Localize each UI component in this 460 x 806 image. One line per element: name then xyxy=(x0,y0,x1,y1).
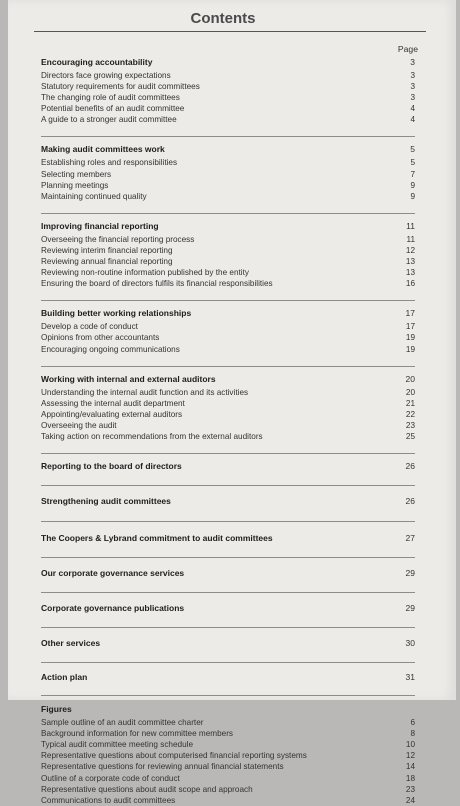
entry-page-number: 19 xyxy=(405,344,415,354)
entry-page-number: 17 xyxy=(405,322,415,332)
section-heading-row[interactable] xyxy=(41,56,415,68)
document-page xyxy=(8,0,456,805)
entry-page-number: 9 xyxy=(410,191,415,201)
entry-page-number: 12 xyxy=(405,751,415,761)
section-page-number: 29 xyxy=(405,603,415,614)
entry-label: Overseeing the audit xyxy=(41,420,117,430)
entry-label: Representative questions for reviewing annual financial statements xyxy=(41,762,284,772)
toc-section xyxy=(41,307,415,354)
section-heading-row[interactable] xyxy=(41,602,415,614)
toc-entry[interactable] xyxy=(41,103,415,114)
section-heading-row[interactable] xyxy=(41,532,415,544)
entry-label: Background information for new committee members xyxy=(41,729,234,739)
section-spacer xyxy=(41,546,415,557)
toc-section xyxy=(41,495,415,507)
entry-label: Communications to audit committees xyxy=(41,795,176,805)
toc-entry[interactable] xyxy=(41,431,415,442)
entry-label: Selecting members xyxy=(41,169,112,179)
section-heading: The Coopers & Lybrand commitment to audit committees xyxy=(41,533,273,544)
section-page-number: 20 xyxy=(405,373,415,384)
entry-label: Sample outline of an audit committee charter xyxy=(41,718,204,728)
entry-label: Representative questions about computerised financial reporting systems xyxy=(41,751,307,761)
section-spacer xyxy=(41,442,415,453)
toc-entry[interactable] xyxy=(41,114,415,125)
toc-entry[interactable] xyxy=(41,773,415,784)
toc-entry[interactable] xyxy=(41,332,415,343)
section-spacer xyxy=(41,685,415,695)
toc-section xyxy=(41,602,415,614)
section-heading: Our corporate governance services xyxy=(41,568,185,579)
entry-page-number: 12 xyxy=(405,245,415,255)
toc-section xyxy=(41,532,415,544)
toc-entry[interactable] xyxy=(41,387,415,398)
entry-label: Appointing/evaluating external auditors xyxy=(41,409,183,419)
section-heading-row[interactable] xyxy=(41,373,415,385)
section-heading-row[interactable] xyxy=(41,567,415,579)
section-spacer xyxy=(41,663,415,671)
toc-section xyxy=(41,460,415,472)
toc-entry[interactable] xyxy=(41,245,415,256)
section-page-number: 27 xyxy=(405,533,415,544)
title-rule xyxy=(34,31,426,32)
entry-label: Assessing the internal audit department xyxy=(41,398,185,408)
toc-entry[interactable] xyxy=(41,750,415,761)
toc-entry[interactable] xyxy=(41,795,415,806)
entry-page-number: 13 xyxy=(405,257,415,267)
toc-entry[interactable] xyxy=(41,398,415,409)
entry-page-number: 16 xyxy=(405,279,415,289)
toc-entry[interactable] xyxy=(41,409,415,420)
toc-section xyxy=(41,671,415,683)
section-heading: Working with internal and external auditors xyxy=(41,373,216,384)
toc-entry[interactable] xyxy=(41,761,415,772)
entry-label: Directors face growing expectations xyxy=(41,71,171,80)
entry-label: Statutory requirements for audit committees xyxy=(41,82,200,92)
entry-label: Understanding the internal audit function and its activities xyxy=(41,387,249,397)
entry-label: Planning meetings xyxy=(41,180,109,190)
entry-label: A guide to a stronger audit committee xyxy=(41,115,177,125)
section-spacer xyxy=(41,355,415,366)
entry-page-number: 4 xyxy=(410,104,415,114)
section-heading: Making audit committees work xyxy=(41,144,165,155)
section-heading: Corporate governance publications xyxy=(41,603,185,614)
entry-page-number: 13 xyxy=(405,268,415,278)
toc-entry[interactable] xyxy=(41,234,415,245)
entry-page-number: 14 xyxy=(405,762,415,772)
toc-entry[interactable] xyxy=(41,739,415,750)
entry-page-number: 19 xyxy=(405,333,415,343)
section-heading-row[interactable] xyxy=(41,703,415,715)
toc-section xyxy=(41,373,415,442)
entry-label: Typical audit committee meeting schedule xyxy=(41,740,193,750)
page-title: Contents xyxy=(190,10,256,27)
section-heading-row[interactable] xyxy=(41,460,415,472)
toc-entry[interactable] xyxy=(41,267,415,278)
entry-label: Reviewing annual financial reporting xyxy=(41,257,173,267)
toc-entry[interactable] xyxy=(41,191,415,202)
section-heading-row[interactable] xyxy=(41,143,415,155)
toc-section xyxy=(41,56,415,125)
section-spacer xyxy=(41,125,415,136)
entry-label: Maintaining continued quality xyxy=(41,191,147,201)
section-spacer xyxy=(41,522,415,532)
entry-page-number: 7 xyxy=(410,169,415,179)
toc-section xyxy=(41,220,415,289)
entry-page-number: 4 xyxy=(410,115,415,125)
toc-entry[interactable] xyxy=(41,256,415,267)
toc-section xyxy=(41,637,415,649)
toc-entry[interactable] xyxy=(41,784,415,795)
toc-entry[interactable] xyxy=(41,728,415,739)
entry-label: Overseeing the financial reporting process xyxy=(41,234,195,244)
section-heading-row[interactable] xyxy=(41,671,415,683)
toc-entry[interactable] xyxy=(41,92,415,103)
entry-label: Ensuring the board of directors fulfils its financial responsibilities xyxy=(41,279,273,289)
section-page-number: 11 xyxy=(406,220,415,231)
toc-entry[interactable] xyxy=(41,321,415,332)
toc-section xyxy=(41,143,415,201)
section-heading: Action plan xyxy=(41,672,88,683)
toc-entry[interactable] xyxy=(41,157,415,168)
toc-entry[interactable] xyxy=(41,717,415,728)
entry-page-number: 22 xyxy=(405,409,415,419)
entry-label: Opinions from other accountants xyxy=(41,333,160,343)
toc-entry[interactable] xyxy=(41,169,415,180)
section-heading: Figures xyxy=(41,704,72,715)
entry-page-number: 21 xyxy=(405,398,415,408)
toc-entry[interactable] xyxy=(41,70,415,81)
section-spacer xyxy=(41,509,415,521)
entry-page-number: 25 xyxy=(405,431,415,441)
entry-label: Reviewing interim financial reporting xyxy=(41,245,173,255)
entry-label: Representative questions about audit scope and approach xyxy=(41,784,253,794)
page-column-header: Page xyxy=(397,44,418,54)
section-page-number: 17 xyxy=(405,308,415,319)
section-page-number: 26 xyxy=(405,461,415,472)
section-page-number: 30 xyxy=(405,638,415,649)
toc-entry[interactable] xyxy=(41,278,415,289)
section-spacer xyxy=(41,616,415,627)
toc-entry[interactable] xyxy=(41,180,415,191)
section-heading: Reporting to the board of directors xyxy=(41,461,182,472)
section-heading: Other services xyxy=(41,638,101,649)
entry-label: Develop a code of conduct xyxy=(41,322,138,332)
entry-page-number: 20 xyxy=(405,387,415,397)
toc-section xyxy=(41,703,415,806)
section-heading-row[interactable] xyxy=(41,220,415,232)
entry-page-number: 24 xyxy=(405,795,415,805)
section-spacer xyxy=(41,651,415,662)
section-spacer xyxy=(41,202,415,213)
section-page-number: 3 xyxy=(410,57,415,67)
entry-label: Potential benefits of an audit committee xyxy=(41,104,185,114)
entry-page-number: 3 xyxy=(410,93,415,103)
entry-label: Outline of a corporate code of conduct xyxy=(41,773,180,783)
section-spacer xyxy=(41,581,415,592)
section-page-number: 29 xyxy=(405,568,415,579)
entry-page-number: 23 xyxy=(405,784,415,794)
entry-page-number: 6 xyxy=(410,718,415,728)
entry-page-number: 11 xyxy=(406,234,415,244)
section-heading: Strengthening audit committees xyxy=(41,496,171,507)
toc-section xyxy=(41,567,415,579)
section-heading-row[interactable] xyxy=(41,637,415,649)
entry-label: Encouraging ongoing communications xyxy=(41,344,180,354)
entry-page-number: 3 xyxy=(410,71,415,80)
section-heading: Improving financial reporting xyxy=(41,220,159,231)
section-page-number: 31 xyxy=(405,672,415,683)
section-spacer xyxy=(41,289,415,300)
entry-page-number: 3 xyxy=(410,82,415,92)
section-heading: Encouraging accountability xyxy=(41,57,153,67)
section-spacer xyxy=(41,628,415,637)
section-heading: Building better working relationships xyxy=(41,308,192,319)
entry-page-number: 23 xyxy=(405,420,415,430)
toc-entry[interactable] xyxy=(41,81,415,92)
table-of-contents xyxy=(41,56,415,806)
entry-page-number: 8 xyxy=(410,729,415,739)
section-spacer xyxy=(41,558,415,567)
entry-page-number: 10 xyxy=(405,740,415,750)
section-page-number: 26 xyxy=(405,496,415,507)
section-spacer xyxy=(41,486,415,495)
section-page-number: 5 xyxy=(410,144,415,155)
entry-label: Reviewing non-routine information published by the entity xyxy=(41,268,249,278)
section-heading-row[interactable] xyxy=(41,307,415,319)
section-spacer xyxy=(41,474,415,485)
entry-page-number: 9 xyxy=(410,180,415,190)
section-spacer xyxy=(41,593,415,602)
entry-label: Establishing roles and responsibilities xyxy=(41,158,178,168)
entry-label: Taking action on recommendations from the external auditors xyxy=(41,431,263,441)
entry-page-number: 18 xyxy=(405,773,415,783)
section-heading-row[interactable] xyxy=(41,495,415,507)
toc-entry[interactable] xyxy=(41,344,415,355)
toc-entry[interactable] xyxy=(41,420,415,431)
entry-page-number: 5 xyxy=(410,158,415,168)
entry-label: The changing role of audit committees xyxy=(41,93,180,103)
